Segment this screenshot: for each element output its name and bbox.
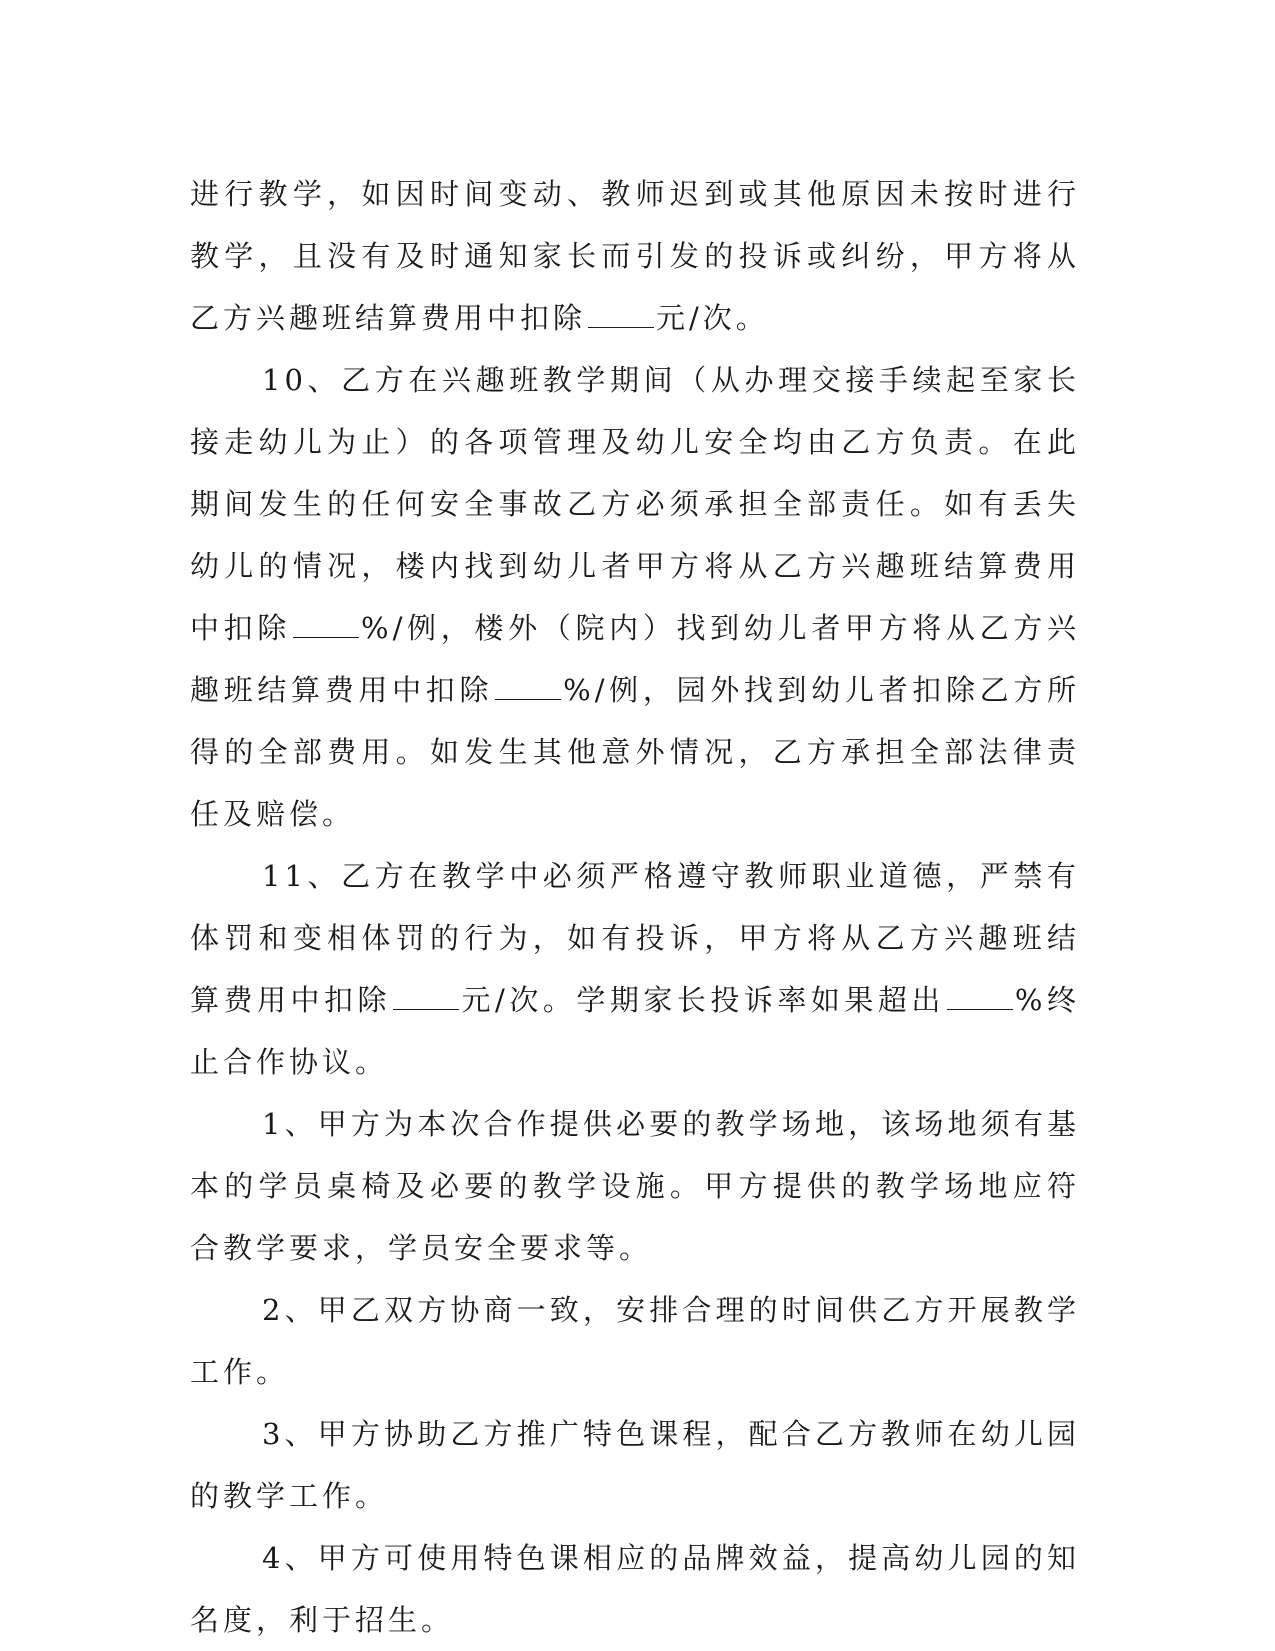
paragraph-6 xyxy=(190,1403,1080,1527)
fill-in-blank xyxy=(393,983,459,1010)
paragraph-7 xyxy=(190,1527,1080,1651)
fill-in-blank xyxy=(947,983,1013,1010)
paragraph-text: 10、乙方在兴趣班教学期间（从办理交接手续起至家长接走幼儿为止）的各项管理及幼儿安全均由乙方负责。在此期间发生的任何安全事故乙方必须承担全部责任。如有丢失幼儿的情况，楼内找到幼儿者甲方将从乙方兴趣班结算费用中扣除 xyxy=(190,363,1080,645)
paragraph-text: 元/次。 xyxy=(656,301,769,335)
fill-in-blank xyxy=(588,301,654,328)
paragraph-text: 1、甲方为本次合作提供必要的教学场地，该场地须有基本的学员桌椅及必要的教学设施。甲方提供的教学场地应符合教学要求，学员安全要求等。 xyxy=(190,1107,1080,1265)
fill-in-blank xyxy=(293,611,359,638)
paragraph-4 xyxy=(190,1093,1080,1279)
paragraph-text: 元/次。学期家长投诉率如果超出 xyxy=(461,983,945,1017)
paragraph-text: 3、甲方协助乙方推广特色课程，配合乙方教师在幼儿园的教学工作。 xyxy=(190,1417,1080,1513)
paragraph-3 xyxy=(190,845,1080,1093)
paragraph-text: %/例，园外找到幼儿者扣除乙方所得的全部费用。如发生其他意外情况，乙方承担全部法律责任及赔偿。 xyxy=(190,673,1080,831)
paragraph-text: 进行教学，如因时间变动、教师迟到或其他原因未按时进行教学，且没有及时通知家长而引发的投诉或纠纷，甲方将从乙方兴趣班结算费用中扣除 xyxy=(190,177,1080,335)
paragraph-text: 2、甲乙双方协商一致，安排合理的时间供乙方开展教学工作。 xyxy=(190,1293,1080,1389)
paragraph-2 xyxy=(190,349,1080,845)
paragraph-text: 11、乙方在教学中必须严格遵守教师职业道德，严禁有体罚和变相体罚的行为，如有投诉，甲方将从乙方兴趣班结算费用中扣除 xyxy=(190,859,1080,1017)
paragraph-5 xyxy=(190,1279,1080,1403)
fill-in-blank xyxy=(495,673,561,700)
paragraph-text: %终止合作协议。 xyxy=(190,983,1080,1079)
paragraph-text: %/例，楼外（院内）找到幼儿者甲方将从乙方兴趣班结算费用中扣除 xyxy=(190,611,1080,707)
paragraph-1 xyxy=(190,163,1080,349)
paragraph-text: 4、甲方可使用特色课相应的品牌效益，提高幼儿园的知名度，利于招生。 xyxy=(190,1541,1080,1637)
document-body xyxy=(190,163,1080,1651)
